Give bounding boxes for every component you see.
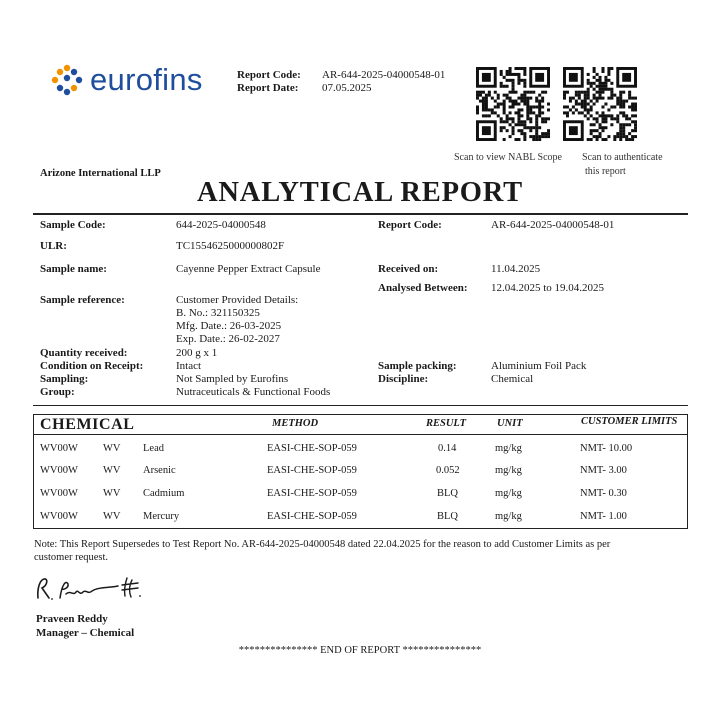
row-result: BLQ <box>437 511 458 522</box>
row-unit: mg/kg <box>495 443 522 454</box>
sample-reference-line: Exp. Date.: 26-02-2027 <box>176 333 280 345</box>
sample-name-label: Sample name: <box>40 263 107 275</box>
row-method: EASI-CHE-SOP-059 <box>267 511 357 522</box>
row-unit: mg/kg <box>495 488 522 499</box>
row-type: WV <box>103 465 121 476</box>
received-value: 11.04.2025 <box>491 263 541 275</box>
sampling-value: Not Sampled by Eurofins <box>176 373 289 385</box>
row-limit: NMT- 10.00 <box>580 443 633 454</box>
analysed-label: Analysed Between: <box>378 282 468 294</box>
row-code: WV00W <box>40 488 78 499</box>
title-rule <box>33 213 688 215</box>
table-row <box>0 488 720 504</box>
signatory-name: Praveen Reddy <box>36 613 108 625</box>
sample-reference-label: Sample reference: <box>40 294 125 306</box>
row-result: 0.14 <box>438 443 457 454</box>
qr-auth-caption-line1: Scan to authenticate <box>582 152 663 163</box>
packing-label: Sample packing: <box>378 360 457 372</box>
row-limit: NMT- 0.30 <box>580 488 627 499</box>
handwritten-signature <box>32 572 144 608</box>
discipline-value: Chemical <box>491 373 534 385</box>
analysed-value: 12.04.2025 to 19.04.2025 <box>491 282 605 294</box>
row-type: WV <box>103 443 121 454</box>
row-parameter: Lead <box>143 443 164 454</box>
condition-label: Condition on Receipt: <box>40 360 144 372</box>
sample-name-value: Cayenne Pepper Extract Capsule <box>176 263 321 275</box>
row-unit: mg/kg <box>495 465 522 476</box>
ulr-value: TC1554625000000802F <box>176 240 285 252</box>
row-parameter: Mercury <box>143 511 180 522</box>
group-value: Nutraceuticals & Functional Foods <box>176 386 331 398</box>
qr-code-authenticate[interactable] <box>563 67 637 141</box>
row-unit: mg/kg <box>495 511 522 522</box>
row-limit: NMT- 1.00 <box>580 511 627 522</box>
discipline-label: Discipline: <box>378 373 429 385</box>
header-report-code-value: AR-644-2025-04000548-01 <box>322 69 446 81</box>
brand-name: eurofins <box>90 62 203 97</box>
end-of-report: *************** END OF REPORT *************** <box>238 645 482 656</box>
received-label: Received on: <box>378 263 439 275</box>
details-rule <box>33 405 688 406</box>
header-report-date-value: 07.05.2025 <box>322 82 372 94</box>
supersede-note <box>34 538 684 564</box>
qr-code-nabl[interactable] <box>476 67 550 141</box>
row-type: WV <box>103 511 121 522</box>
header-report-date-label: Report Date: <box>237 82 299 94</box>
sample-reference-line: B. No.: 321150325 <box>176 307 260 319</box>
row-method: EASI-CHE-SOP-059 <box>267 488 357 499</box>
ulr-label: ULR: <box>40 240 67 252</box>
note-line: Note: This Report Supersedes to Test Report No. AR-644-2025-04000548 dated 22.04.2025 for the reason to add Customer Limits as per <box>34 539 611 550</box>
group-label: Group: <box>40 386 75 398</box>
sample-reference-line: Mfg. Date.: 26-03-2025 <box>176 320 282 332</box>
qr-nabl-caption: Scan to view NABL Scope <box>454 152 562 163</box>
client-name: Arizone International LLP <box>40 168 161 179</box>
column-header-customer-limits: CUSTOMER LIMITS <box>581 416 678 427</box>
eurofins-logo <box>50 62 203 98</box>
column-header-result: RESULT <box>426 418 467 429</box>
detail-report-code-label: Report Code: <box>378 219 442 231</box>
row-code: WV00W <box>40 443 78 454</box>
row-result: 0.052 <box>436 465 460 476</box>
quantity-value: 200 g x 1 <box>176 347 218 359</box>
condition-value: Intact <box>176 360 202 372</box>
header-report-code-label: Report Code: <box>237 69 301 81</box>
row-method: EASI-CHE-SOP-059 <box>267 465 357 476</box>
sample-code-value: 644-2025-04000548 <box>176 219 266 231</box>
table-header-rule <box>33 434 688 435</box>
note-line: customer request. <box>34 552 109 563</box>
row-parameter: Cadmium <box>143 488 185 499</box>
column-header-unit: UNIT <box>497 418 523 429</box>
row-limit: NMT- 3.00 <box>580 465 627 476</box>
signatory-block <box>36 612 134 640</box>
table-heading: CHEMICAL <box>40 416 135 433</box>
signatory-designation: Manager – Chemical <box>36 627 135 639</box>
column-header-method: METHOD <box>272 418 319 429</box>
sampling-label: Sampling: <box>40 373 89 385</box>
row-type: WV <box>103 488 121 499</box>
eurofins-logo-mark <box>50 63 84 97</box>
sample-code-label: Sample Code: <box>40 219 106 231</box>
row-code: WV00W <box>40 511 78 522</box>
quantity-label: Quantity received: <box>40 347 128 359</box>
packing-value: Aluminium Foil Pack <box>491 360 587 372</box>
sample-reference-line: Customer Provided Details: <box>176 294 299 306</box>
table-row <box>0 465 720 481</box>
row-method: EASI-CHE-SOP-059 <box>267 443 357 454</box>
report-title: ANALYTICAL REPORT <box>197 177 523 208</box>
row-result: BLQ <box>437 488 458 499</box>
qr-auth-caption-line2: this report <box>585 166 626 177</box>
table-row <box>0 511 720 527</box>
row-code: WV00W <box>40 465 78 476</box>
table-row <box>0 443 720 459</box>
row-parameter: Arsenic <box>143 465 176 476</box>
detail-report-code-value: AR-644-2025-04000548-01 <box>491 219 615 231</box>
